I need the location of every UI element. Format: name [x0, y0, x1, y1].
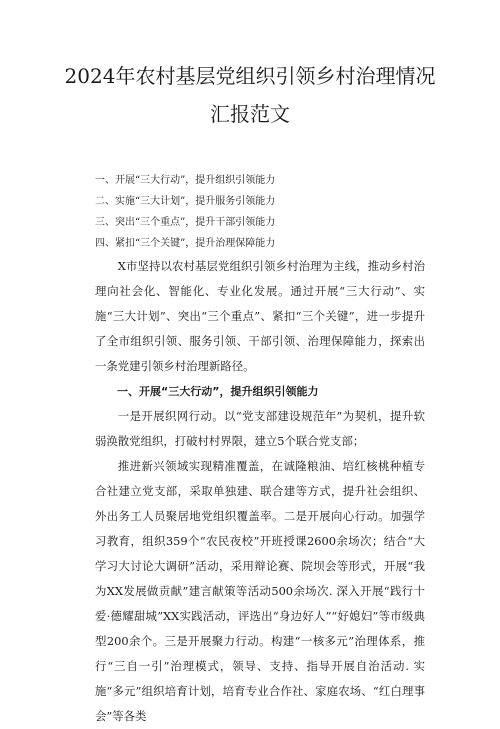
body-paragraph-2: 推进新兴领域实现精准覆盖，在诚隆粮油、培红核桃种植专合社建立党支部，采取单独建、联合建等方式，提升社会组织、外出务工人员聚居地党组织覆盖率。二是开展向心行动。加强学习教育，组织359个“农民夜校”开班授课2600余场次；结合“大学习大讨论大调研”活动，采用辩论赛、院坝会等形式，开展“我为XX发展做贡献”建言献策等活动500余场次. 深入开展“践行十爱·德耀甜城”XX实践活动，评选出“身边好人”“好媳妇”等市级典型200余个。三是开展聚力行动。构建“一核多元”治理体系，推行“三自一引”治理模式，领导、支持、指导开展自治活动. 实施“多元”组织培育计划，培育专业合作社、家庭农场、“红白理事会”等各类: [95, 459, 425, 723]
document-title-line1: 2024年农村基层党组织引领乡村治理情况: [64, 64, 436, 88]
toc-item-4: 四、紧扣“三个关键”，提升治理保障能力: [95, 238, 276, 249]
intro-paragraph: X市坚持以农村基层党组织引领乡村治理为主线，推动乡村治理向社会化、智能化、专业化发展。通过开展“三大行动”、实施“三大计划”、突出“三个重点”、紧扣“三个关键”，进一步提升了全市组织引领、服务引领、干部引领、治理保障能力，探索出一条党建引领乡村治理新路径。: [95, 259, 425, 373]
toc-item-1: 一、开展“三大行动”，提升组织引领能力: [95, 175, 276, 186]
document-body: [95, 254, 425, 729]
table-of-contents: [95, 170, 275, 254]
toc-item-2: 二、实施“三大计划”，提升服务引领能力: [95, 196, 276, 207]
section-heading-1: 一、开展“三大行动”，提升组织引领能力: [117, 385, 319, 398]
document-title-line2: 汇报范文: [210, 102, 290, 126]
toc-item-3: 三、突出“三个重点”，提升干部引领能力: [95, 217, 276, 228]
body-paragraph-1: 一是开展织网行动。以“党支部建设规范年”为契机，提升软弱涣散党组织，打破村村界限，建立5个联合党支部；: [95, 409, 425, 448]
